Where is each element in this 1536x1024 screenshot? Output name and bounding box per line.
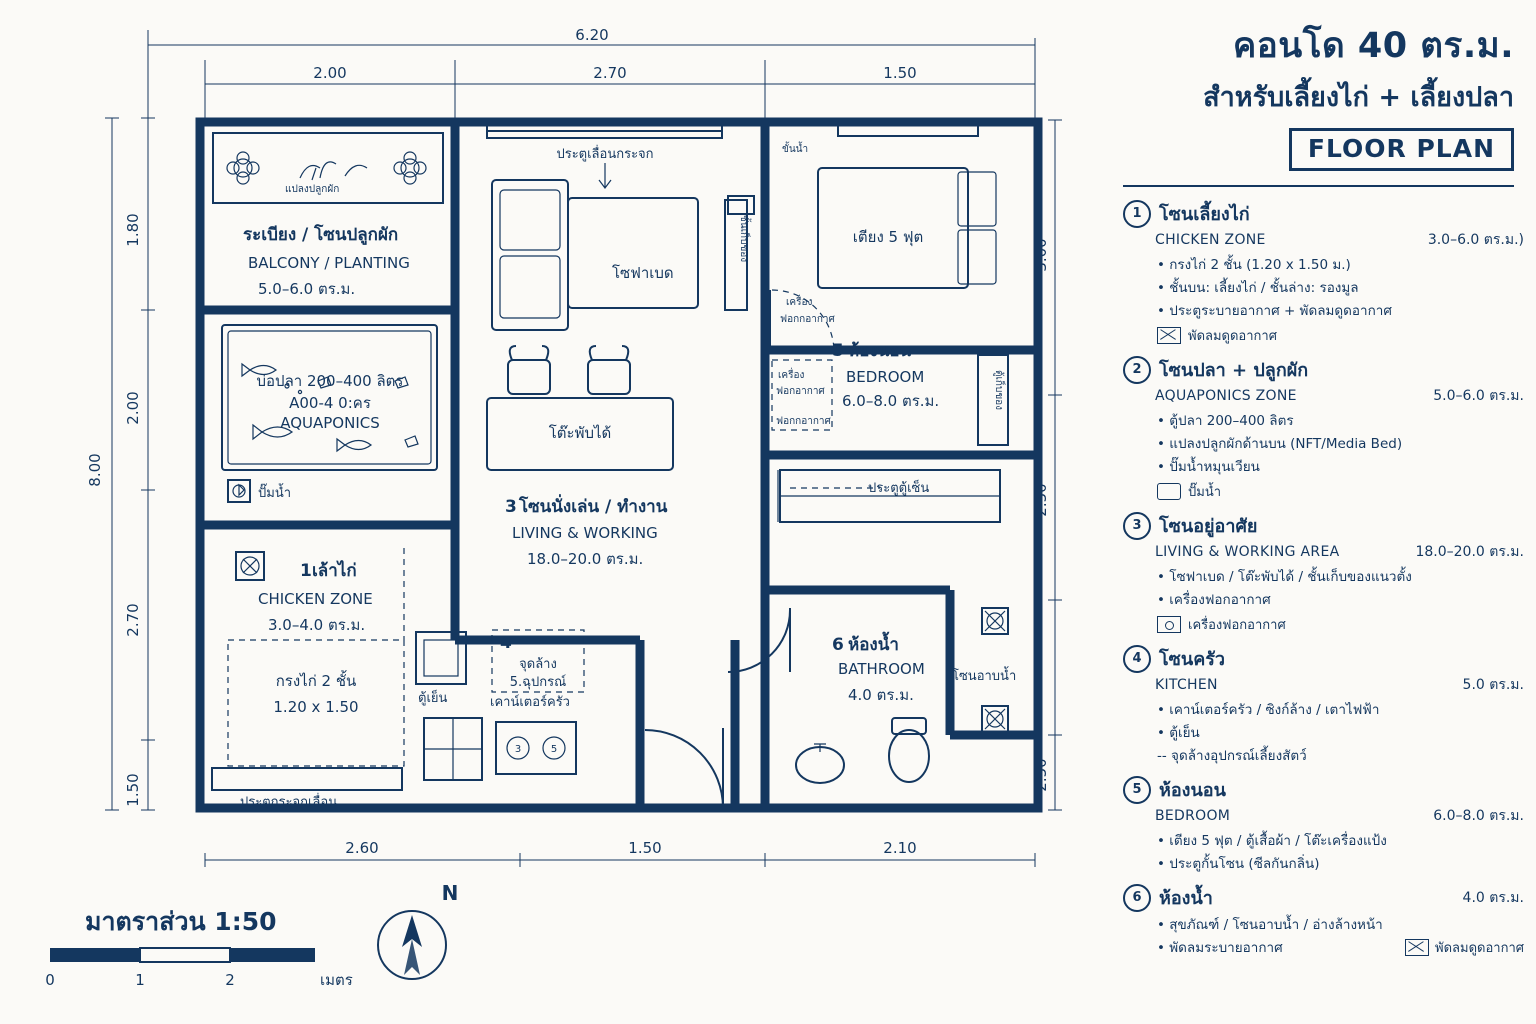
dim-left-a: 1.80: [124, 213, 142, 247]
dim-bottom-b: 1.50: [628, 839, 662, 857]
chicken-zone-number: 1: [300, 561, 312, 581]
fan-exhaust-icon: [1157, 327, 1181, 344]
dimension-left: [86, 118, 155, 810]
dim-left-total: 8.00: [86, 453, 104, 487]
legend-title-en-5: BEDROOM: [1155, 808, 1231, 824]
bedroom-zone: [770, 124, 1008, 522]
legend-item-aquaponics-zone: [1105, 355, 1536, 502]
legend-title-en-3: LIVING & WORKING AREA: [1155, 544, 1340, 560]
dim-right-a: 3.00: [1032, 238, 1050, 272]
dim-right-b: 2.50: [1032, 483, 1050, 517]
legend-symbol-label: ปั๊มน้ำ: [1188, 485, 1222, 500]
fan-exhaust-icon: [241, 557, 259, 575]
panel-title-line1: คอนโด 40 ตร.ม.: [1232, 26, 1514, 66]
legend-bullet: • สุขภัณฑ์ / โซนอาบน้ำ / อ่างล้างหน้า: [1157, 917, 1383, 933]
kitchen-zone: [416, 630, 584, 780]
legend-number-5: 5: [1123, 776, 1151, 804]
legend-item-kitchen-zone: [1105, 644, 1536, 766]
bathroom-number: 6: [832, 635, 844, 655]
air-purifier-icon: [1157, 616, 1181, 633]
legend-title-th-6: ห้องน้ำ: [1159, 888, 1213, 909]
legend-bullet: • ตู้เย็น: [1157, 725, 1200, 741]
legend-symbol-label: เครื่องฟอกอากาศ: [1188, 618, 1286, 633]
legend-bullet: • เคาน์เตอร์ครัว / ซิงก์ล้าง / เตาไฟฟ้า: [1157, 702, 1380, 718]
aquaponics-zone: [222, 325, 437, 502]
dim-top-c: 1.50: [883, 64, 917, 82]
legend-number-3: 3: [1123, 512, 1151, 540]
living-zone-area: 18.0–20.0 ตร.ม.: [527, 550, 644, 568]
panel-divider: [1123, 185, 1514, 187]
bedroom-door-label1: เครื่อง: [786, 297, 813, 308]
scale-tick-2: 2: [225, 971, 235, 989]
chair-icon-1: [508, 346, 550, 394]
legend-area-6: 4.0 ตร.ม.: [1462, 889, 1524, 906]
legend-bullet: • ชั้นบน: เลี้ยงไก่ / ชั้นล่าง: รองมูล: [1157, 280, 1359, 296]
balcony-title-en: BALCONY / PLANTING: [248, 254, 410, 272]
bathroom-title-th: ห้องน้ำ: [848, 635, 899, 655]
legend-area-2: 5.0–6.0 ตร.ม.: [1433, 388, 1524, 404]
dim-left-b: 2.00: [124, 391, 142, 425]
legend-item-chicken-zone: [1105, 199, 1536, 346]
dim-right-c: 2.50: [1032, 758, 1050, 792]
legend-bullet: • ตู้ปลา 200–400 ลิตร: [1157, 413, 1294, 429]
dim-left-d: 1.50: [124, 773, 142, 807]
bathroom-zone: [728, 608, 1016, 783]
sliding-glass-door-label: ประตูกระจกเลื่อน: [240, 795, 338, 810]
toilet-icon: [889, 718, 929, 782]
chicken-zone: [212, 548, 404, 810]
balcony-area: 5.0–6.0 ตร.ม.: [258, 280, 356, 298]
legend-bullet: • โซฟาเบด / โต๊ะพับได้ / ชั้นเก็บของแนวตั้ง: [1157, 569, 1412, 585]
bathroom-area: 4.0 ตร.ม.: [848, 686, 914, 704]
purifier-line2: ฟอกอากาศ: [776, 386, 825, 397]
legend-bullet: • ประตูกั้นโซน (ซีลกันกลิ่น): [1157, 856, 1320, 872]
svg-text:3: 3: [514, 744, 522, 755]
shower-zone-label: โซนอาบน้ำ: [952, 669, 1017, 684]
legend-title-th-2: โซนปลา + ปลูกผัก: [1159, 360, 1309, 381]
kitchen-counter-label: เคาน์เตอร์ครัว: [490, 695, 570, 710]
bathroom-title-en: BATHROOM: [838, 660, 925, 678]
svg-text:5: 5: [550, 744, 558, 755]
bedroom-number: 5: [832, 341, 844, 361]
floor-plan-badge: [1289, 128, 1514, 171]
dim-top-b: 2.70: [593, 64, 627, 82]
legend-bullet: • เครื่องฟอกอากาศ: [1157, 592, 1271, 608]
dimension-bottom: [205, 839, 1035, 867]
legend-title-en-2: AQUAPONICS ZONE: [1155, 388, 1297, 404]
fan-exhaust-icon: [1405, 939, 1429, 956]
legend-title-th-5: ห้องนอน: [1159, 780, 1226, 801]
north-label: N: [441, 881, 459, 905]
bedroom-area: 6.0–8.0 ตร.ม.: [842, 392, 940, 410]
water-pump-icon: [1157, 483, 1181, 500]
closet-door-label: ประตูตู้เซ็น: [868, 481, 930, 496]
legend-item-bathroom: [1105, 883, 1536, 958]
sliding-glass-door-living-label: ประตูเลื่อนกระจก: [556, 147, 654, 162]
pump-label: ปั๊มน้ำ: [258, 486, 292, 501]
legend-bullet: -- จุดล้างอุปกรณ์เลี้ยงสัตว์: [1157, 748, 1307, 764]
living-zone-title-th: โซนนั่งเล่น / ทำงาน: [519, 497, 668, 517]
living-zone-title-en: LIVING & WORKING: [512, 524, 658, 542]
shelf-label: ชั้นเก็บของ: [738, 215, 749, 263]
legend-title-en-1: CHICKEN ZONE: [1155, 232, 1266, 248]
bedroom-title-th: ห้องนอน: [848, 341, 912, 361]
legend-panel: [1105, 0, 1536, 1024]
legend-bullet: • กรงไก่ 2 ชั้น (1.20 x 1.50 ม.): [1157, 257, 1351, 273]
legend-area-5: 6.0–8.0 ตร.ม.: [1433, 808, 1524, 824]
dim-left-c: 2.70: [124, 603, 142, 637]
balcony-title-th: ระเบียง / โซนปลูกผัก: [243, 225, 399, 245]
planting-beds-icon: [227, 152, 426, 184]
floor-plan-label: FLOOR PLAN: [1307, 134, 1495, 163]
legend-symbol-label: พัดลมดูดอากาศ: [1188, 329, 1277, 344]
chicken-cage-line1: กรงไก่ 2 ชั้น: [275, 672, 357, 690]
dim-bottom-a: 2.60: [345, 839, 379, 857]
purifier-line1: เครื่อง: [778, 370, 805, 381]
legend-symbol-fan: [1157, 325, 1524, 346]
legend-item-bedroom: [1105, 775, 1536, 874]
legend-bullet: • เตียง 5 ฟุต / ตู้เสื้อผ้า / โต๊ะเครื่องแป้ง: [1157, 833, 1387, 849]
legend-bullet: • ปั๊มน้ำหมุนเวียน: [1157, 459, 1260, 475]
legend-bullet: • แปลงปลูกผักด้านบน (NFT/Media Bed): [1157, 436, 1403, 452]
scale-tick-1: 1: [135, 971, 145, 989]
legend-symbol-pump: [1157, 481, 1524, 502]
scale-tick-0: 0: [45, 971, 55, 989]
vent-label: ฟอกกอากาศ: [776, 416, 831, 427]
dimension-top: [148, 26, 1035, 120]
legend-last-row: [1157, 936, 1524, 958]
legend-title-en-4: KITCHEN: [1155, 677, 1218, 693]
bedroom-title-en: BEDROOM: [846, 368, 925, 386]
fridge-label: ตู้เย็น: [418, 691, 448, 706]
legend-area-3: 18.0–20.0 ตร.ม.: [1415, 544, 1524, 560]
bed-label: เตียง 5 ฟุต: [852, 228, 924, 246]
legend-bullet: • ประตูระบายอากาศ + พัดลมดูดอากาศ: [1157, 303, 1392, 319]
dim-top-a: 2.00: [313, 64, 347, 82]
legend-number-2: 2: [1123, 356, 1151, 384]
legend-number-6: 6: [1123, 884, 1151, 912]
dim-top-total: 6.20: [575, 26, 609, 44]
aquaponics-line1: บ่อปลา 200–400 ลิตร: [256, 372, 404, 390]
panel-title-line2: สำหรับเลี้ยงไก่ + เลี้ยงปลา: [1203, 82, 1514, 113]
scale-title: มาตราส่วน 1:50: [85, 907, 277, 936]
bedroom-door-label2: ฟอกกอากาศ: [780, 314, 835, 325]
sink-icon: [796, 744, 844, 783]
legend-item-living-zone: [1105, 511, 1536, 635]
planting-label: แปลงปลูกผัก: [285, 184, 340, 195]
legend-area-4: 5.0 ตร.ม.: [1462, 677, 1524, 693]
legend-title-th-1: โซนเลี้ยงไก่: [1159, 204, 1250, 225]
bedroom-step-label: ขั้นน้ำ: [782, 144, 809, 155]
wardrobe-label: ตู้เก็บของ: [993, 370, 1004, 411]
legend-symbol-label: พัดลมดูดอากาศ: [1435, 940, 1524, 956]
legend-number-1: 1: [1123, 200, 1151, 228]
kitchen-zone-number: 4: [500, 633, 512, 653]
legend-title-th-4: โซนครัว: [1159, 649, 1226, 670]
chair-icon-2: [588, 346, 630, 394]
sofa-bed-label: โซฟาเบด: [612, 264, 674, 282]
legend-bullet: • พัดลมระบายอากาศ: [1157, 940, 1283, 956]
chicken-zone-title-en: CHICKEN ZONE: [258, 590, 373, 608]
panel-header: [1105, 0, 1536, 171]
chicken-zone-area: 3.0–4.0 ตร.ม.: [268, 616, 366, 634]
living-zone-number: 3: [505, 497, 517, 517]
chicken-zone-title-th: เล้าไก่: [312, 561, 357, 581]
dim-bottom-c: 2.10: [883, 839, 917, 857]
folding-table-label: โต๊ะพับได้: [548, 424, 612, 442]
legend-number-4: 4: [1123, 645, 1151, 673]
north-arrow: [378, 881, 458, 979]
aquaponics-line2: A00-4 0:คร: [289, 394, 371, 412]
balcony-zone: [213, 133, 443, 298]
scale-bar: [45, 907, 353, 989]
kitchen-wash-line2: 5.ฉุปกรณ์: [509, 675, 567, 690]
legend-title-th-3: โซนอยู่อาศัย: [1159, 516, 1258, 537]
legend-symbol-purifier: [1157, 614, 1524, 635]
legend-area-1: 3.0–6.0 ตร.ม.): [1427, 232, 1524, 248]
chicken-cage-line2: 1.20 x 1.50: [273, 698, 359, 716]
kitchen-wash-line1: จุดล้าง: [519, 657, 557, 672]
scale-unit: เมตร: [320, 971, 353, 989]
aquaponics-line3: AQUAPONICS: [280, 414, 380, 432]
